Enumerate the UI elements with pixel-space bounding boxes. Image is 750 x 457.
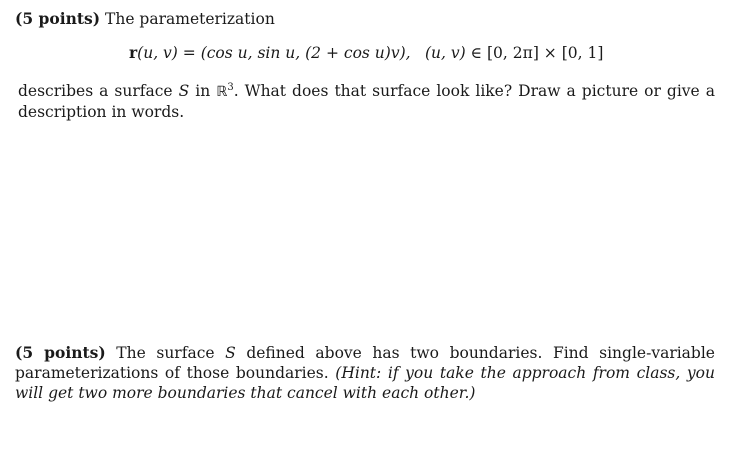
equation-domain-vars: (u, v) bbox=[425, 44, 466, 62]
surface-symbol: S bbox=[178, 82, 190, 100]
equation-domain-set: ∈ [0, 2π] × [0, 1] bbox=[465, 44, 604, 62]
equation-func: r bbox=[129, 43, 138, 62]
question-text-end: . What does that surface look like? Draw a picture or give a description in words. bbox=[18, 82, 715, 121]
equation-args: (u, v) bbox=[137, 44, 178, 62]
problem-2-question bbox=[15, 343, 715, 403]
problem-2-text-1: The surface bbox=[116, 344, 226, 362]
problem-1-points: (5 points) bbox=[15, 9, 101, 28]
question-text-in: in bbox=[189, 82, 217, 100]
problem-1 bbox=[15, 9, 715, 122]
problem-2 bbox=[15, 343, 715, 403]
equation-domain bbox=[425, 43, 603, 63]
problem-2-surface-symbol: S bbox=[225, 344, 236, 362]
problem-1-heading bbox=[15, 9, 715, 29]
question-text-start: describes a surface bbox=[18, 82, 179, 100]
equation-map bbox=[129, 43, 411, 63]
problem-2-hint-close: ) bbox=[469, 384, 476, 402]
problem-1-question bbox=[15, 81, 715, 122]
problem-2-hint: (Hint: if you take the approach from class, you will get two more boundaries that cancel with each other. bbox=[15, 364, 715, 402]
parameterization-equation bbox=[15, 43, 715, 69]
problem-1-intro: The parameterization bbox=[105, 10, 275, 28]
equation-rhs: (cos u, sin u, (2 + cos u)v), bbox=[200, 44, 411, 62]
equation-equals: = bbox=[177, 44, 201, 62]
real-numbers-symbol: ℝ bbox=[216, 84, 228, 100]
dimension-exponent: 3 bbox=[227, 81, 234, 93]
problem-2-points: (5 points) bbox=[15, 343, 106, 362]
problem-2-text-2: defined above has two boundaries. Find single-variable parameterizations of those boundaries. bbox=[15, 344, 715, 382]
